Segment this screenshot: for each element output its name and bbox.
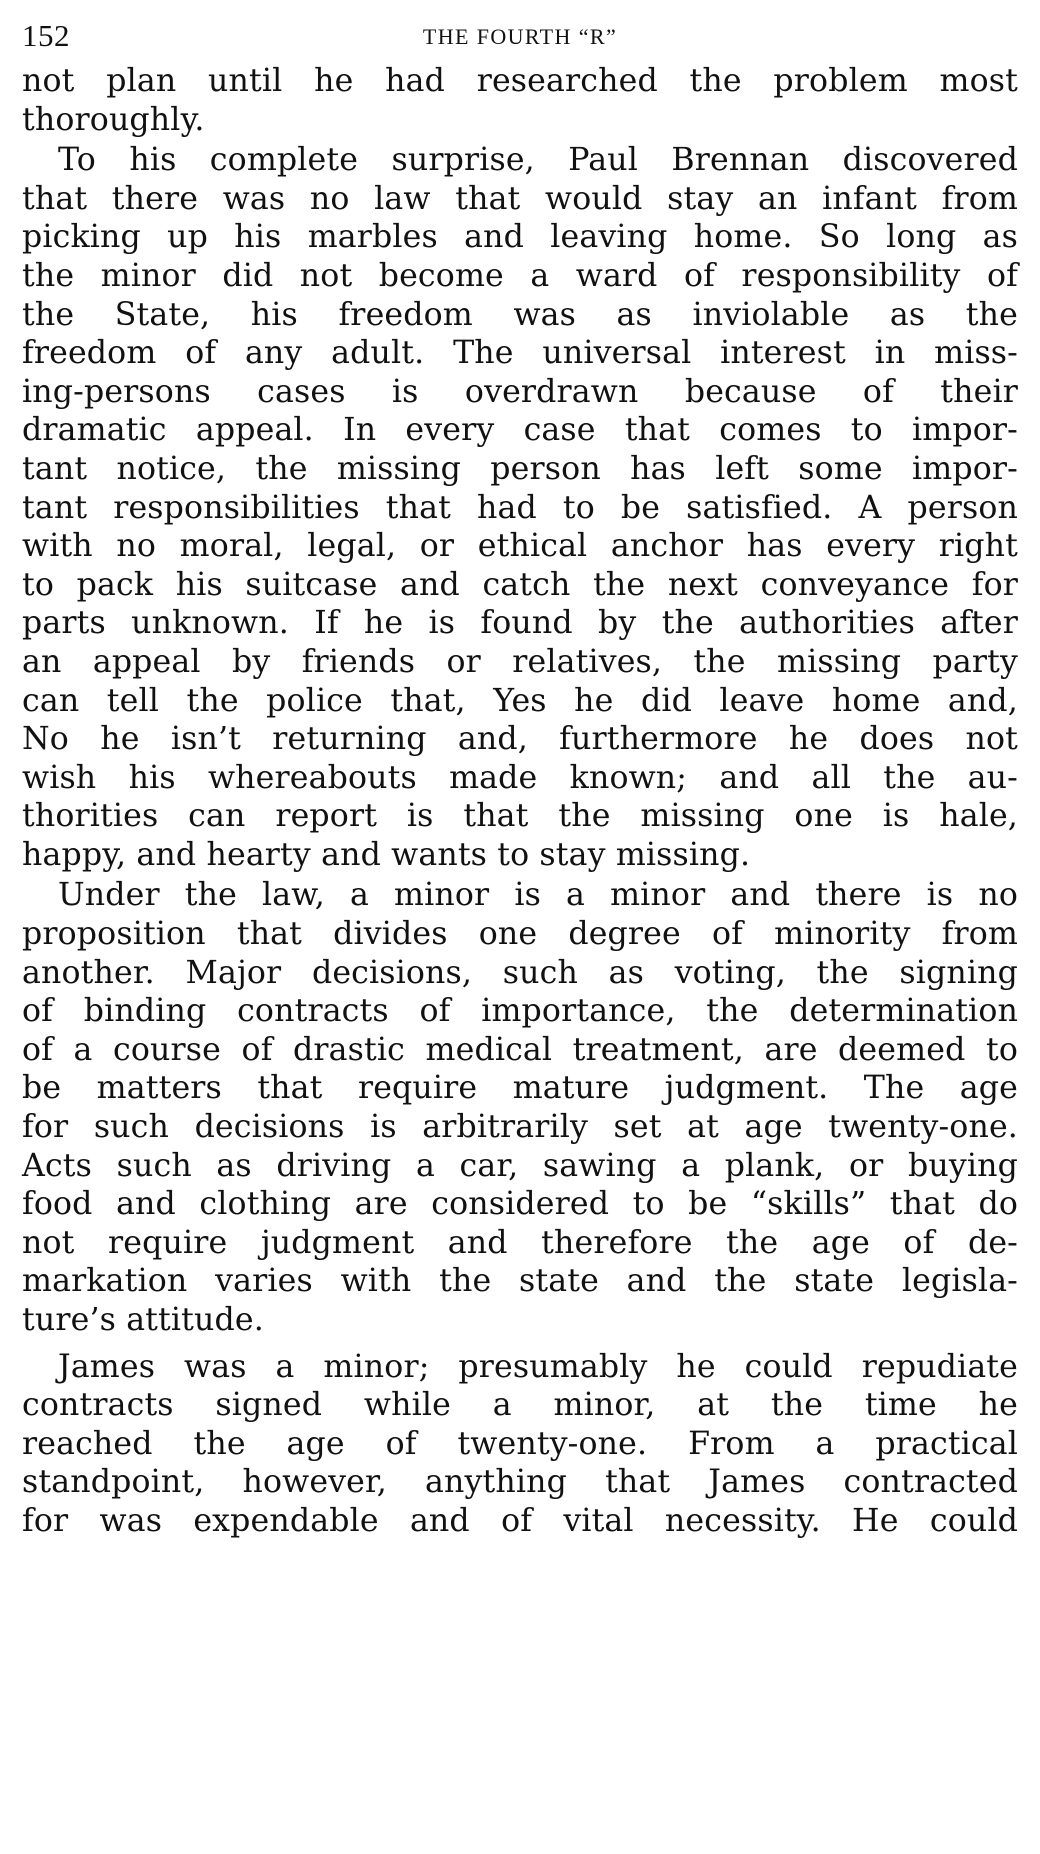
paragraph-1	[22, 62, 1018, 139]
text-line: proposition that divides one degree of minority from	[22, 916, 1018, 953]
text-line: contracts signed while a minor, at the time he	[22, 1387, 1018, 1424]
text-line: parts unknown. If he is found by the authorities after	[22, 605, 1018, 642]
book-page	[22, 18, 1018, 1541]
text-line: not plan until he had researched the problem most	[22, 63, 1018, 99]
text-line: the State, his freedom was as inviolable as the	[22, 296, 1018, 333]
text-line: another. Major decisions, such as voting, the signing	[22, 954, 1018, 991]
text-line: of a course of drastic medical treatment, are deemed to	[22, 1031, 1018, 1068]
text-line: the minor did not become a ward of responsibility of	[22, 257, 1018, 294]
text-line: tant notice, the missing person has left some impor-	[22, 450, 1018, 487]
text-line: markation varies with the state and the state legisla-	[22, 1263, 1018, 1300]
page-number: 152	[22, 18, 70, 53]
paragraph-2	[22, 141, 1018, 874]
text-line: with no moral, legal, or ethical anchor has every right	[22, 528, 1018, 565]
paragraph-3	[22, 876, 1018, 1339]
text-line: standpoint, however, anything that James contracted	[22, 1464, 1018, 1501]
text-line: to pack his suitcase and catch the next conveyance for	[22, 566, 1018, 603]
text-line: To his complete surprise, Paul Brennan discovered	[58, 142, 1018, 179]
text-line: Acts such as driving a car, sawing a plank, or buying	[22, 1147, 1018, 1184]
text-line: wish his whereabouts made known; and all the au-	[22, 759, 1018, 796]
text-line: thorities can report is that the missing one is hale,	[22, 798, 1018, 835]
text-line: for was expendable and of vital necessity. He could	[22, 1502, 1018, 1539]
text-line: that there was no law that would stay an infant from	[22, 180, 1018, 217]
text-line: No he isn’t returning and, furthermore he does not	[22, 721, 1018, 758]
text-line: reached the age of twenty-one. From a practical	[22, 1425, 1018, 1462]
text-line: ture’s attitude.	[22, 1302, 264, 1338]
text-line: not require judgment and therefore the age of de-	[22, 1224, 1018, 1261]
text-line: freedom of any adult. The universal interest in miss-	[22, 335, 1018, 372]
text-line: tant responsibilities that had to be satisfied. A person	[22, 489, 1018, 526]
text-line: of binding contracts of importance, the determination	[22, 993, 1018, 1030]
text-line: food and clothing are considered to be “skills” that do	[22, 1186, 1018, 1223]
running-head: THE FOURTH “R”	[422, 24, 618, 49]
text-line: can tell the police that, Yes he did leave home and,	[22, 682, 1018, 719]
text-line: picking up his marbles and leaving home. So long as	[22, 219, 1018, 256]
text-line: ing-persons cases is overdrawn because of their	[22, 373, 1018, 410]
paragraph-4	[22, 1348, 1018, 1541]
text-line: for such decisions is arbitrarily set at age twenty-one.	[22, 1109, 1018, 1146]
text-line: an appeal by friends or relatives, the missing party	[22, 643, 1018, 680]
text-line: be matters that require mature judgment. The age	[22, 1070, 1018, 1107]
text-line: thoroughly.	[22, 101, 205, 138]
text-line: happy, and hearty and wants to stay missing.	[22, 836, 751, 873]
text-line: Under the law, a minor is a minor and there is no	[58, 877, 1018, 914]
text-line: James was a minor; presumably he could repudiate	[58, 1348, 1018, 1385]
page-header	[22, 18, 1018, 62]
text-line: dramatic appeal. In every case that comes to impor-	[22, 412, 1018, 449]
